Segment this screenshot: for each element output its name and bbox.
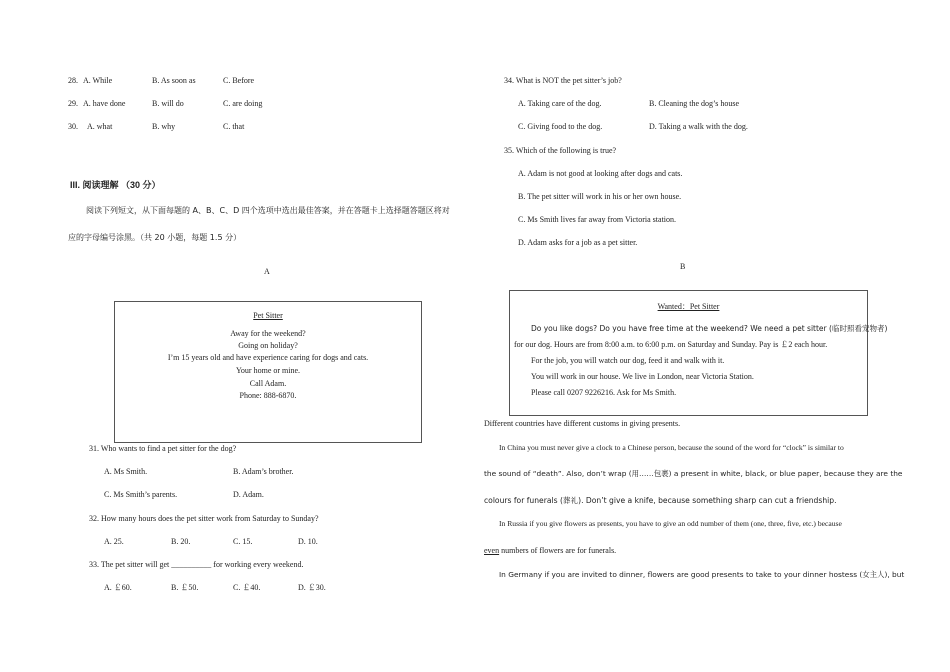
q30-number: 30. [68,122,78,131]
ad-a-line: Call Adam. [249,379,287,388]
q32-option-a: A. 25. [104,537,124,546]
ad-a-line: Your home or mine. [235,366,301,375]
passage-b-label: B [680,262,686,271]
q32-option-b: B. 20. [171,537,191,546]
q33-option-b: B. ￡50. [171,583,199,592]
passage-c-line [484,546,616,556]
pet-sitter-ad-b [509,290,888,416]
q28-option-b: B. As soon as [152,76,196,85]
ad-b-title: Wanted：Pet Sitter [657,302,720,311]
q30-option-c: C. that [223,122,245,131]
q31-option-b: B. Adam’s brother. [233,467,294,476]
passage-a-label: A [264,267,270,276]
q29-number: 29. [68,99,78,108]
underlined-word-even: even [484,546,500,555]
passage-c-line: In Germany if you are invited to dinner, flowers are good presents to take to your dinner hostess (女主人), but [499,570,905,579]
q30-option-b: B. why [152,122,176,131]
pet-sitter-ad-a [114,301,422,443]
q35-option-d: D. Adam asks for a job as a pet sitter. [518,238,638,247]
q35-option-c: C. Ms Smith lives far away from Victoria station. [518,215,677,224]
ad-b-line-3: For the job, you will watch our dog, feed it and walk with it. [531,356,725,365]
ad-b-line-2: for our dog. Hours are from 8:00 a.m. to 6:00 p.m. on Saturday and Sunday. Pay is ￡2 each hour. [514,340,828,349]
q34-option-b: B. Cleaning the dog’s house [649,99,739,108]
q32-option-d: D. 10. [298,537,318,546]
section-title: III. 阅读理解 （30 分） [70,180,161,190]
q35-option-b: B. The pet sitter will work in his or her own house. [518,192,682,201]
q31-option-a: A. Ms Smith. [104,467,148,476]
q34-option-c: C. Giving food to the dog. [518,122,603,131]
passage-c-text: numbers of flowers are for funerals. [499,546,617,555]
q28-option-a: A. While [83,76,113,85]
ad-b-line-5: Please call 0207 9226216. Ask for Ms Smith. [531,388,677,397]
q29-option-c: C. are doing [223,99,263,108]
passage-c-line: In Russia if you give flowers as presents, you have to give an odd number of them (one, three, five, etc.) because [499,519,842,528]
ad-b-line-1: Do you like dogs? Do you have free time at the weekend? We need a pet sitter (临时照看宠物者) [531,324,888,333]
q31-stem: 31. Who wants to find a pet sitter for the dog? [89,444,237,453]
q33-option-d: D. ￡30. [298,583,326,592]
ad-a-title: Pet Sitter [253,311,283,320]
instruction-line-1: 阅读下列短文，从下面每题的 A、B、C、D 四个选项中选出最佳答案，并在答题卡上选择题答题区将对 [86,206,450,215]
q32-stem: 32. How many hours does the pet sitter work from Saturday to Sunday? [89,514,319,523]
q29-option-b: B. will do [152,99,184,108]
passage-c-paragraph-1: Different countries have different customs in giving presents. [484,419,681,428]
q32-option-c: C. 15. [233,537,253,546]
q33-option-c: C. ￡40. [233,583,261,592]
q29-option-a: A. have done [83,99,126,108]
q31-option-d: D. Adam. [233,490,264,499]
q35-option-a: A. Adam is not good at looking after dogs and cats. [518,169,683,178]
q30-option-a: A. what [87,122,113,131]
instruction-line-2: 应的字母编号涂黑。（共 20 小题，每题 1.5 分） [68,233,242,242]
q31-option-c: C. Ms Smith’s parents. [104,490,178,499]
q35-stem: 35. Which of the following is true? [504,146,617,155]
ad-b-line-4: You will work in our house. We live in London, near Victoria Station. [531,372,754,381]
ad-a-line: Phone: 888-6870. [239,391,297,400]
q34-option-d: D. Taking a walk with the dog. [649,122,748,131]
ad-a-line: Away for the weekend? [230,329,306,338]
q34-stem: 34. What is NOT the pet sitter’s job? [504,76,622,85]
q28-number: 28. [68,76,78,85]
passage-c-line: colours for funerals (葬礼). Don’t give a knife, because something sharp can cut a friendship. [484,496,837,505]
ad-a-line: Going on holiday? [238,341,298,350]
passage-c-line: In China you must never give a clock to a Chinese person, because the sound of the word for “clock” is similar to [499,443,844,452]
ad-a-line: I’m 15 years old and have experience caring for dogs and cats. [167,353,369,362]
q34-option-a: A. Taking care of the dog. [518,99,602,108]
q28-option-c: C. Before [223,76,255,85]
q33-stem: 33. The pet sitter will get __________ for working every weekend. [89,560,304,569]
passage-c-line: the sound of “death”. Also, don’t wrap (用……包裹) a present in white, black, or blue paper, because they are the [484,469,903,478]
q33-option-a: A. ￡60. [104,583,132,592]
